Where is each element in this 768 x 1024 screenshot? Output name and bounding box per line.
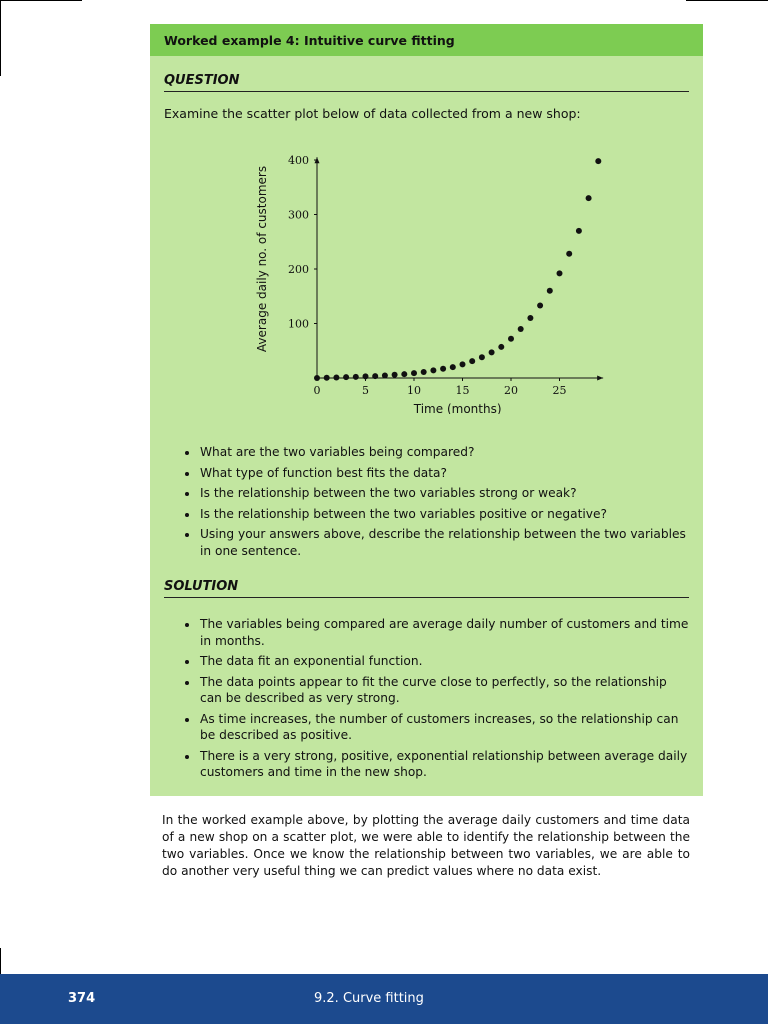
worked-example-heading: Worked example 4: Intuitive curve fitting xyxy=(150,24,703,56)
y-tick-label: 200 xyxy=(288,263,309,276)
data-point xyxy=(324,375,330,381)
data-point xyxy=(363,373,369,379)
list-item: The data points appear to fit the curve close to perfectly, so the relationship can be described as very strong. xyxy=(184,674,689,707)
solution-list xyxy=(184,616,689,785)
data-point xyxy=(401,371,407,377)
crop-mark xyxy=(0,948,1,974)
data-point xyxy=(333,374,339,380)
data-point xyxy=(450,364,456,370)
data-point xyxy=(586,195,592,201)
data-point xyxy=(547,288,553,294)
x-tick-label: 25 xyxy=(552,384,567,397)
data-point xyxy=(508,336,514,342)
data-point xyxy=(382,373,388,379)
data-point xyxy=(527,315,533,321)
question-intro: Examine the scatter plot below of data collected from a new shop: xyxy=(164,106,581,121)
x-tick-label: 15 xyxy=(455,384,470,397)
data-point xyxy=(518,326,524,332)
data-point xyxy=(576,228,582,234)
x-tick-label: 10 xyxy=(407,384,421,397)
data-point xyxy=(343,374,349,380)
crop-mark xyxy=(686,0,768,1)
list-item: The variables being compared are average daily number of customers and time in months. xyxy=(184,616,689,649)
list-item: As time increases, the number of customers increases, so the relationship can be described as positive. xyxy=(184,711,689,744)
body-paragraph: In the worked example above, by plotting the average daily customers and time data of a new shop on a scatter plot, we were able to identify the relationship between the two variables. Once we know the relationship between two variables, we are able to do another very useful thing we can predict values where no data exist. xyxy=(162,813,690,878)
list-item: There is a very strong, positive, exponential relationship between average daily customers and time in the new shop. xyxy=(184,748,689,781)
section-title-footer: 9.2. Curve fitting xyxy=(314,991,424,1006)
x-axis-label: Time (months) xyxy=(413,402,502,414)
crop-mark xyxy=(0,0,1,76)
list-item: What type of function best fits the data? xyxy=(184,465,689,482)
y-tick-label: 300 xyxy=(288,208,309,222)
page-footer xyxy=(0,974,768,1024)
data-point xyxy=(392,372,398,378)
worked-example-box xyxy=(150,24,703,796)
x-axis-arrow xyxy=(597,376,603,381)
data-point xyxy=(557,270,563,276)
list-item: Using your answers above, describe the relationship between the two variables in one sentence. xyxy=(184,526,689,559)
data-point xyxy=(489,349,495,355)
list-item: What are the two variables being compared? xyxy=(184,444,689,461)
x-tick-label: 0 xyxy=(313,384,321,397)
question-list xyxy=(184,444,689,563)
solution-title: SOLUTION xyxy=(164,579,689,598)
list-item: Is the relationship between the two variables positive or negative? xyxy=(184,506,689,523)
y-axis-label: Average daily no. of customers xyxy=(255,165,269,353)
list-item: Is the relationship between the two variables strong or weak? xyxy=(184,485,689,502)
data-point xyxy=(479,354,485,360)
crop-mark xyxy=(0,0,82,1)
data-point xyxy=(460,361,466,367)
data-point xyxy=(566,251,572,257)
y-tick-label: 400 xyxy=(288,154,309,167)
data-point xyxy=(411,370,417,376)
x-tick-label: 5 xyxy=(362,384,369,397)
data-point xyxy=(421,369,427,375)
page-number: 374 xyxy=(68,991,96,1006)
data-point xyxy=(440,366,446,372)
data-point xyxy=(430,367,436,373)
data-point xyxy=(595,158,601,164)
data-point xyxy=(353,374,359,380)
y-tick-label: 100 xyxy=(288,317,309,331)
list-item: The data fit an exponential function. xyxy=(184,653,689,670)
data-point xyxy=(372,373,378,379)
data-point xyxy=(498,344,504,350)
data-point xyxy=(537,303,543,309)
question-title: QUESTION xyxy=(164,73,689,92)
x-tick-label: 20 xyxy=(504,384,518,397)
scatter-chart xyxy=(248,154,608,414)
data-point xyxy=(469,358,475,364)
data-point xyxy=(314,375,320,381)
